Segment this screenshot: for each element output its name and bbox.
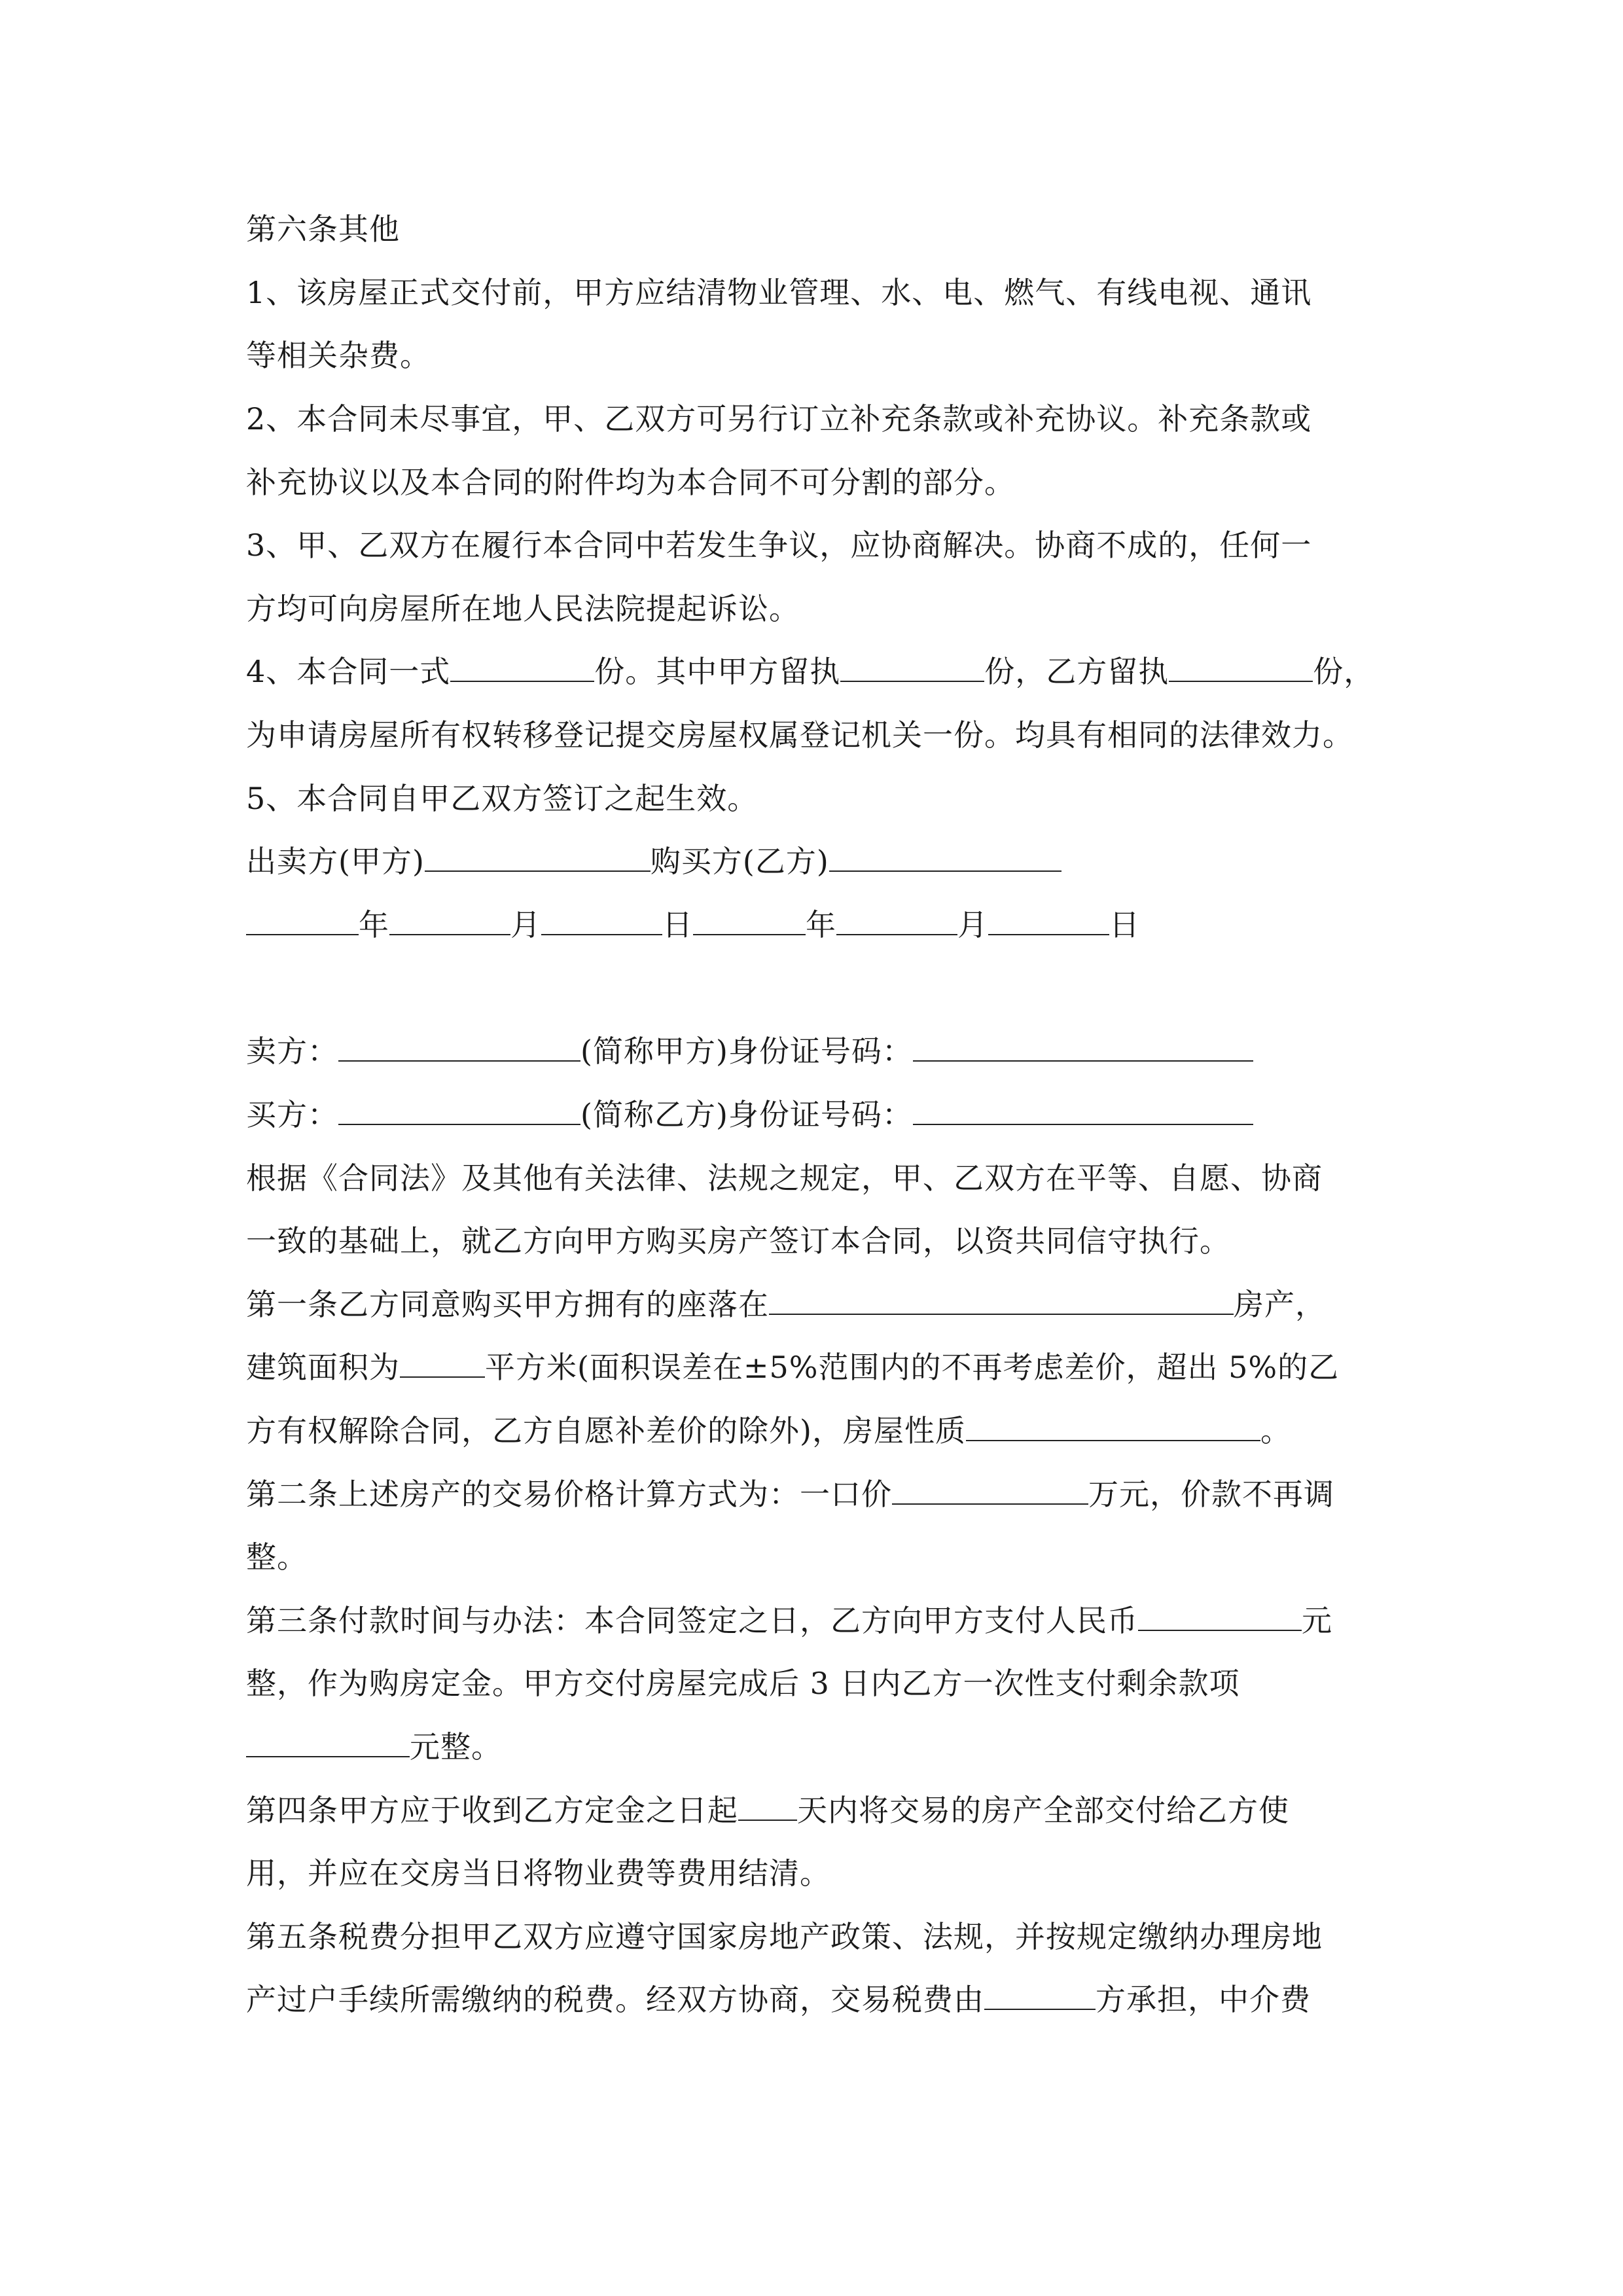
- article-6-title-text: 第六条其他: [246, 211, 400, 247]
- text: 元整。: [410, 1729, 502, 1765]
- text: 万元，价款不再调: [1088, 1477, 1334, 1512]
- year-label: 年: [806, 907, 836, 942]
- text: 方承担，中介费: [1096, 1982, 1311, 2017]
- buyer-party-line: [246, 1095, 1253, 1134]
- article-6-item-2-line-2: [246, 463, 1015, 502]
- text: 2、本合同未尽事宜，甲、乙双方可另行订立补充条款或补充协议。补充条款或: [246, 401, 1312, 437]
- article-2-line-2: [246, 1537, 308, 1577]
- seller-id-blank[interactable]: [913, 1034, 1253, 1062]
- buyer-label: 购买方(乙方): [650, 844, 829, 879]
- text: 第一条乙方同意购买甲方拥有的座落在: [246, 1287, 769, 1322]
- buyer-year-blank[interactable]: [693, 908, 806, 935]
- buyer-id-blank[interactable]: [913, 1098, 1253, 1125]
- text: 方均可向房屋所在地人民法院提起诉讼。: [246, 591, 800, 626]
- article-3-line-3: [246, 1727, 502, 1767]
- text: 份。其中甲方留执: [594, 654, 841, 689]
- article-1-line-3: [246, 1411, 1291, 1450]
- text: 根据《合同法》及其他有关法律、法规之规定，甲、乙双方在平等、自愿、协商: [246, 1160, 1323, 1196]
- seller-id-label: (简称甲方)身份证号码：: [580, 1033, 913, 1069]
- text: 4、本合同一式: [246, 654, 451, 689]
- seller-name-blank[interactable]: [338, 1034, 580, 1062]
- buyer-signature-blank[interactable]: [829, 844, 1061, 872]
- article-6-title: [246, 209, 400, 249]
- text: 第二条上述房产的交易价格计算方式为：一口价: [246, 1477, 892, 1512]
- seller-month-blank[interactable]: [389, 908, 510, 935]
- text: 第三条付款时间与办法：本合同签定之日，乙方向甲方支付人民币: [246, 1603, 1138, 1638]
- tax-payer-blank[interactable]: [984, 1982, 1096, 2010]
- floor-area-blank[interactable]: [400, 1350, 485, 1378]
- text: 方有权解除合同，乙方自愿补差价的除外)，房屋性质: [246, 1413, 966, 1448]
- copies-party-b-blank[interactable]: [1169, 655, 1313, 682]
- text: 产过户手续所需缴纳的税费。经双方协商，交易税费由: [246, 1982, 984, 2017]
- text: 份，: [1313, 654, 1375, 689]
- article-6-item-3-line-2: [246, 589, 800, 628]
- buyer-day-blank[interactable]: [988, 908, 1109, 935]
- month-label: 月: [957, 907, 988, 942]
- article-3-line-1: [246, 1601, 1332, 1640]
- text: 份，乙方留执: [984, 654, 1169, 689]
- copies-total-blank[interactable]: [450, 655, 594, 682]
- text: 3、甲、乙双方在履行本合同中若发生争议，应协商解决。协商不成的，任何一: [246, 528, 1312, 563]
- buyer-id-label: (简称乙方)身份证号码：: [580, 1097, 913, 1132]
- text: 整，作为购房定金。甲方交付房屋完成后 3 日内乙方一次性支付剩余款项: [246, 1666, 1240, 1701]
- article-1-line-1: [246, 1285, 1326, 1324]
- text: 整。: [246, 1539, 308, 1575]
- intro-line-1: [246, 1158, 1323, 1198]
- signatures-line: [246, 842, 1061, 881]
- text: 房产，: [1234, 1287, 1326, 1322]
- signature-dates-line: [246, 905, 1140, 944]
- article-6-item-5: [246, 779, 758, 818]
- article-6-item-1-line-1: [246, 273, 1311, 312]
- text: 补充协议以及本合同的附件均为本合同不可分割的部分。: [246, 465, 1015, 500]
- seller-signature-blank[interactable]: [425, 844, 651, 872]
- price-blank[interactable]: [892, 1477, 1088, 1505]
- text: 第五条税费分担甲乙双方应遵守国家房地产政策、法规，并按规定缴纳办理房地: [246, 1919, 1323, 1954]
- year-label: 年: [359, 907, 389, 942]
- text: 1、该房屋正式交付前，甲方应结清物业管理、水、电、燃气、有线电视、通讯: [246, 275, 1312, 310]
- text: 5、本合同自甲乙双方签订之起生效。: [246, 781, 758, 816]
- seller-day-blank[interactable]: [541, 908, 662, 935]
- text: 。: [1260, 1413, 1291, 1448]
- article-2-line-1: [246, 1475, 1334, 1514]
- text: 等相关杂费。: [246, 338, 431, 373]
- text: 天内将交易的房产全部交付给乙方使: [797, 1793, 1289, 1828]
- text: 一致的基础上，就乙方向甲方购买房产签订本合同，以资共同信守执行。: [246, 1223, 1230, 1259]
- seller-party-line: [246, 1031, 1253, 1071]
- property-location-blank[interactable]: [769, 1287, 1234, 1315]
- article-4-line-1: [246, 1791, 1289, 1830]
- text: 建筑面积为: [246, 1350, 400, 1385]
- property-nature-blank[interactable]: [966, 1414, 1260, 1441]
- buyer-party-label: 买方：: [246, 1097, 338, 1132]
- seller-year-blank[interactable]: [246, 908, 359, 935]
- day-label: 日: [1109, 907, 1140, 942]
- article-6-item-1-line-2: [246, 336, 431, 375]
- article-3-line-2: [246, 1664, 1240, 1703]
- article-5-line-1: [246, 1917, 1323, 1956]
- text: 元: [1302, 1603, 1332, 1638]
- deposit-amount-blank[interactable]: [1138, 1604, 1302, 1631]
- text: 第四条甲方应于收到乙方定金之日起: [246, 1793, 738, 1828]
- buyer-name-blank[interactable]: [338, 1098, 580, 1125]
- month-label: 月: [510, 907, 541, 942]
- intro-line-2: [246, 1221, 1230, 1261]
- article-6-item-3-line-1: [246, 526, 1311, 565]
- day-label: 日: [662, 907, 693, 942]
- article-6-item-4-line-2: [246, 715, 1353, 755]
- handover-days-blank[interactable]: [738, 1793, 797, 1821]
- remaining-amount-blank[interactable]: [246, 1730, 410, 1757]
- text: 为申请房屋所有权转移登记提交房屋权属登记机关一份。均具有相同的法律效力。: [246, 717, 1353, 753]
- buyer-month-blank[interactable]: [836, 908, 957, 935]
- text: 平方米(面积误差在±5%范围内的不再考虑差价，超出 5%的乙: [485, 1350, 1340, 1385]
- article-6-item-2-line-1: [246, 399, 1311, 439]
- seller-party-label: 卖方：: [246, 1033, 338, 1069]
- article-4-line-2: [246, 1854, 830, 1893]
- seller-label: 出卖方(甲方): [246, 844, 425, 879]
- article-1-line-2: [246, 1348, 1339, 1387]
- copies-party-a-blank[interactable]: [840, 655, 984, 682]
- article-5-line-2: [246, 1980, 1311, 2019]
- article-6-item-4-line-1: [246, 652, 1374, 691]
- text: 用，并应在交房当日将物业费等费用结清。: [246, 1856, 830, 1891]
